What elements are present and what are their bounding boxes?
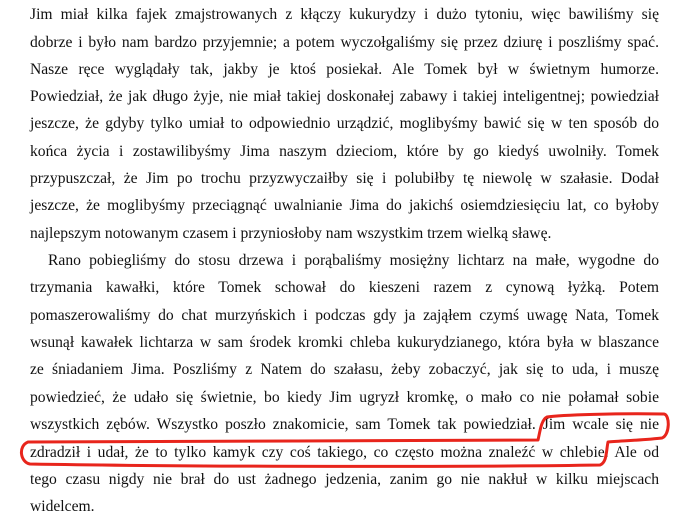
text-line-13: wsunął kawałek lichtarza w sam środek kromki chleba kukurydzianego, która była w blaszance bbox=[30, 334, 659, 351]
text-line-17: zdradził i udał, że to tylko kamyk czy coś takiego, co często można znaleźć w chlebie. Ale od bbox=[30, 444, 659, 461]
text-line-3: Nasze ręce wyglądały tak, jakby je ktoś posiekał. Ale Tomek był w świetnym humorze. bbox=[30, 61, 659, 78]
text-line-19: widelcem. bbox=[30, 498, 95, 515]
text-line-1: Jim miał kilka fajek zmajstrowanych z kłączy kukurydzy i dużo tytoniu, więc bawiliśmy się bbox=[30, 6, 659, 23]
text-line-9: najlepszym notowanym czasem i przyniosłoby nam wszystkim trzem wielką sławę. bbox=[30, 225, 552, 242]
text-line-11: trzymania kawałki, które Tomek schował do kieszeni razem z cynową łyżką. Potem bbox=[30, 279, 659, 296]
text-line-8: jeszcze, że moglibyśmy przeciągnąć uwalnianie Jima do jakichś osiemdziesięciu lat, co byłoby bbox=[30, 197, 659, 214]
text-line-14: ze śniadaniem Jima. Poszliśmy z Natem do szałasu, żeby zobaczyć, jak się to uda, i muszę bbox=[30, 361, 659, 378]
text-line-5: jeszcze, że gdyby tylko umiał to odpowiednio urządzić, moglibyśmy bawić się w ten sposób do bbox=[30, 115, 659, 132]
text-line-6: końca życia i zostawilibyśmy Jima naszym dzieciom, które by go kiedyś uwolniły. Tomek bbox=[30, 143, 659, 160]
text-line-12: pomaszerowaliśmy do chat murzyńskich i podczas gdy ja zająłem czymś uwagę Nata, Tomek bbox=[30, 307, 659, 324]
text-line-4: Powiedział, że jak długo żyje, nie miał takiej doskonałej zabawy i takiej inteligentnej; powiedział bbox=[30, 88, 659, 105]
text-line-16: wszystkich zębów. Wszystko poszło znakomicie, sam Tomek tak powiedział. Jim wcale się nie bbox=[30, 416, 659, 433]
text-line-2: dobrze i było nam bardzo przyjemnie; a potem wyczołgaliśmy się przez dziurę i poszliśmy spać. bbox=[30, 34, 659, 51]
text-line-7: przypuszczał, że Jim po trochu przyzwyczaiłby się i polubiłby tę niewolę w szałasie. Dodał bbox=[30, 170, 659, 187]
text-line-10: Rano pobiegliśmy do stosu drzewa i porąbaliśmy mosiężny lichtarz na małe, wygodne do bbox=[48, 252, 659, 269]
text-line-18: tego czasu nigdy nie brał do ust żadnego jedzenia, zanim go nie nakłuł w kilku miejscach bbox=[30, 471, 659, 488]
text-line-15: powiedzieć, że udało się świetnie, bo kiedy Jim ugryzł kromkę, o mało co nie połamał sobie bbox=[30, 389, 659, 406]
